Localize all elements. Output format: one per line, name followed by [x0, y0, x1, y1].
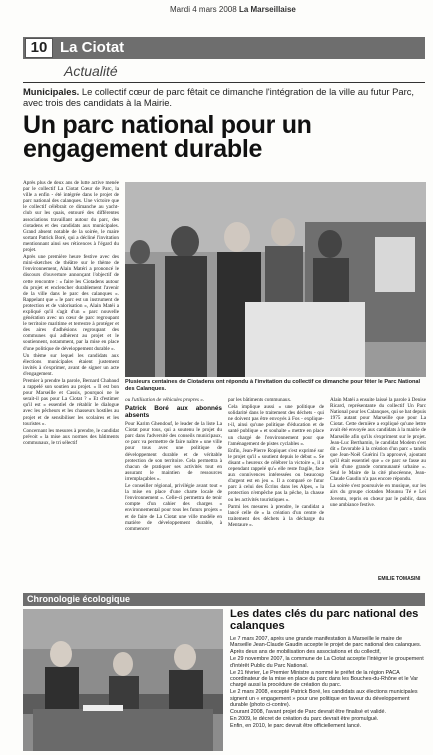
paragraph: Parmi les mesures à prendre, le candidat a lancé celle de « la création d'un centre de traitement des déchets à la décharge du Mentaure ».	[228, 503, 324, 528]
section-title: La Ciotat	[60, 39, 125, 56]
list-item: Le 7 mars 2007, après une grande manifestation à Marseille le maire de Marseille Jean-Claude Gaudin accepte le projet de parc national des calanques.	[230, 636, 422, 649]
event-photo	[125, 182, 426, 377]
paragraph: par les bâtiments communaux.	[228, 397, 292, 403]
article-column-1	[23, 180, 119, 580]
section-subheading: Patrick Boré aux abonnés absents	[125, 405, 222, 420]
kicker-text: Le collectif cœur de parc fêtait ce dimanche l'intégration de la ville au futur Parc, avec trois des candidats à la Mairie.	[23, 86, 415, 108]
dateline-date: Mardi 4 mars 2008	[170, 5, 237, 14]
paragraph: Enfin, Jean-Pierre Ropiquet s'est exprimé sur le projet qu'il « soutient depuis le début ». Se disant « heureux de célébrer la victoire », il a cependant rappelé qu'« elle reste fragile, face aux connivences intéressées ou beaucoup d'argent est en jeu ». Il a comparé ce futur parc à celui des Écrins dans les Alpes, « la protection n'empêche pas la pêche, la chasse ou les activités touristiques ».	[228, 447, 324, 503]
list-item: En 2009, le décret de création du parc devrait être promulgué.	[230, 715, 379, 722]
list-item: Le 29 novembre 2007, la commune de La Ciotat accepte l'intégrer le groupement d'intérêt Public du Parc National.	[230, 656, 424, 669]
chronology-list	[230, 636, 425, 754]
paragraph: La soirée s'est poursuivie en musique, sur les airs du groupe ciotaden Mounsu Té e Lei Joventu, repris en chœur par le public, dans une ambiance festive.	[330, 483, 426, 508]
paragraph: Après plus de deux ans de lutte active menée par le collectif La Ciotat Cœur de Parc, la ville a enfin - été intégrée dans le projet de parc national des calanques. Une victoire que le collectif célébrait ce dimanche au yacht-club sur les quais, entouré des différentes associations travaillant autour du parc, des ciotadens et des candidats aux municipales. Grand absent notable de la soirée, le maire sortant Patrick Boré, qui a décliné l'invitation mentionnant ainsi ses réticences à l'égard du projet.	[23, 180, 119, 254]
paragraph: Un thème sur lequel les candidats aux élections municipales étaient justement invités à s'exprimer, avant de signer un acte d'engagement.	[23, 352, 119, 377]
chronology-title: Les dates clés du parc national des calanques	[230, 608, 419, 632]
chronology-label: Chronologie écologique	[27, 594, 130, 604]
paragraph: Alain Matéi a ensuite laissé la parole à Denise Ricard, représentante du collectif Un Parc National pour les Calanques, qui se bat depuis 1975 autant pour Marseille que pour La Ciotat. Cette dernière a expliqué qu'une lettre avait été envoyée aux candidats à la mairie de Marseille afin qu'ils s'expriment sur le projet. Jean-Luc Berthamin, le candidat Modem s'est dit « favorable à la création d'un parc » tandis que Jean-Noël Guérini l'a approuvé, ajoutant qu'il était essentiel que « ce parc se fasse au sein d'une grande communauté urbaine ». Seul le Maire de la cité phocéenne, Jean-Claude Gaudin n'a pas encore répondu.	[330, 397, 426, 483]
headline: Un parc national pour un engagement durable	[23, 111, 312, 163]
list-item: Après deux ans de mobilisation des associations et du collectif,	[230, 649, 381, 656]
paragraph: Pour Karim Ghendouf, le leader de la liste La Ciotat pour tous, qui a soutenu le projet du parc dans l'adversité des conseils municipaux, ce parc va permettre de faire naître « une ville pour tous avec une politique de développement durable et de véritable protection de son territoire. Cela permettra à chacun de pratiquer ses activités tout en assurant le maintien de ressources irremplaçables ».	[125, 421, 222, 482]
paragraph: Après une première heure festive avec des mini-sketches de théâtre sur le thème de l'environnement, Alain Matéri a prononcé le discours d'ouverture annonçant l'objectif de cette rencontre : « faire les Ciotadens autour du projet et enclencher durablement l'avenir de la ville dans le parc des calanques ». Rappelant que « le parc est un instrument de protection et de valorisation », Alain Matéi a expliqué qu'il s'agit d'un « parc nouvelle génération avec un cœur de parc regroupant le territoire maritime et terrestre à protéger et des aires d'adhésions regroupant des communes qui adhèrent au projet et le soutiennent, notamment, par la mise en place d'une politique de développement durable ».	[23, 254, 119, 352]
signing-photo-image	[23, 609, 223, 751]
paragraph: Concernant les mesures à prendre, le candidat prévoit « la mise aux normes des bâtiments communaux, le tri sélectif	[23, 427, 119, 446]
event-photo-image	[125, 182, 426, 377]
list-item: Le 21 février, Le Premier Ministre a nommé le préfet de la région PACA coordinateur de la mise en place du parc dans les Bouches-du-Rhône et le Var chargé aussi la procédure de création du parc.	[230, 669, 419, 689]
photo-caption: Plusieurs centaines de Ciotadens ont répondu à l'invitation du collectif ce dimanche pour fêter le Parc National des Calanques.	[125, 379, 421, 392]
dateline	[170, 5, 296, 14]
paragraph: Cela implique aussi « une politique de solidarité dans le traitement des déchets - qui ne doivent pas être envoyés à Fos - explique-t-il, ainsi qu'une politique d'éducation et de santé publique » et souhaite « mettre en place un chargé de l'environnement pour que l'aménagement de pistes cyclables ».	[228, 404, 324, 447]
list-item: Enfin, en 2010, le parc devrait être officiellement lancé.	[230, 722, 362, 729]
article-column-3	[228, 397, 324, 580]
newspaper-name: La Marseillaise	[238, 5, 296, 14]
kicker-label: Municipales.	[23, 86, 80, 97]
list-item: Courant 2008, l'avant projet de Parc devrait être finalisé et validé.	[230, 708, 386, 715]
author-signature: EMILIE TOMASINI	[378, 576, 421, 582]
paragraph: Premier à prendre la parole, Bernard Chabaud a rappelé son soutien au projet. « Il est bon pour Marseille et Cassis, pourquoi ne le serait-il pas pour La Ciotat ? » Et d'estimer qu'il est « essentiel de rétablir le dialogue avec les pêcheurs et les chasseurs hostiles au projet et de sensibiliser les scolaires et les touristes ».	[23, 378, 119, 427]
subsection-title: Actualité	[64, 63, 118, 79]
paragraph: ou l'utilisation de véhicules propres ».	[125, 397, 205, 403]
paragraph: Le conseiller régional, privilégie avant tout « la mise en place d'une charte locale de l'environnement ». Celle-ci permettra de tenir compte d'un cahier des charges « environnemental pour tous les futurs projets » et de faire de La Ciotat une ville modèle en matière de développement durable, à commencer	[125, 483, 222, 532]
article-column-4	[330, 397, 426, 580]
kicker	[23, 86, 425, 108]
page-number: 10	[25, 38, 53, 58]
topic-rule	[23, 82, 425, 83]
signing-photo	[23, 609, 223, 751]
article-column-2	[125, 397, 222, 580]
list-item: Le 2 mars 2008, excepté Patrick Boré, les candidats aux élections municipales signent un « engagement » pour une politique en faveur du développement durable (photo ci-contre).	[230, 689, 418, 709]
